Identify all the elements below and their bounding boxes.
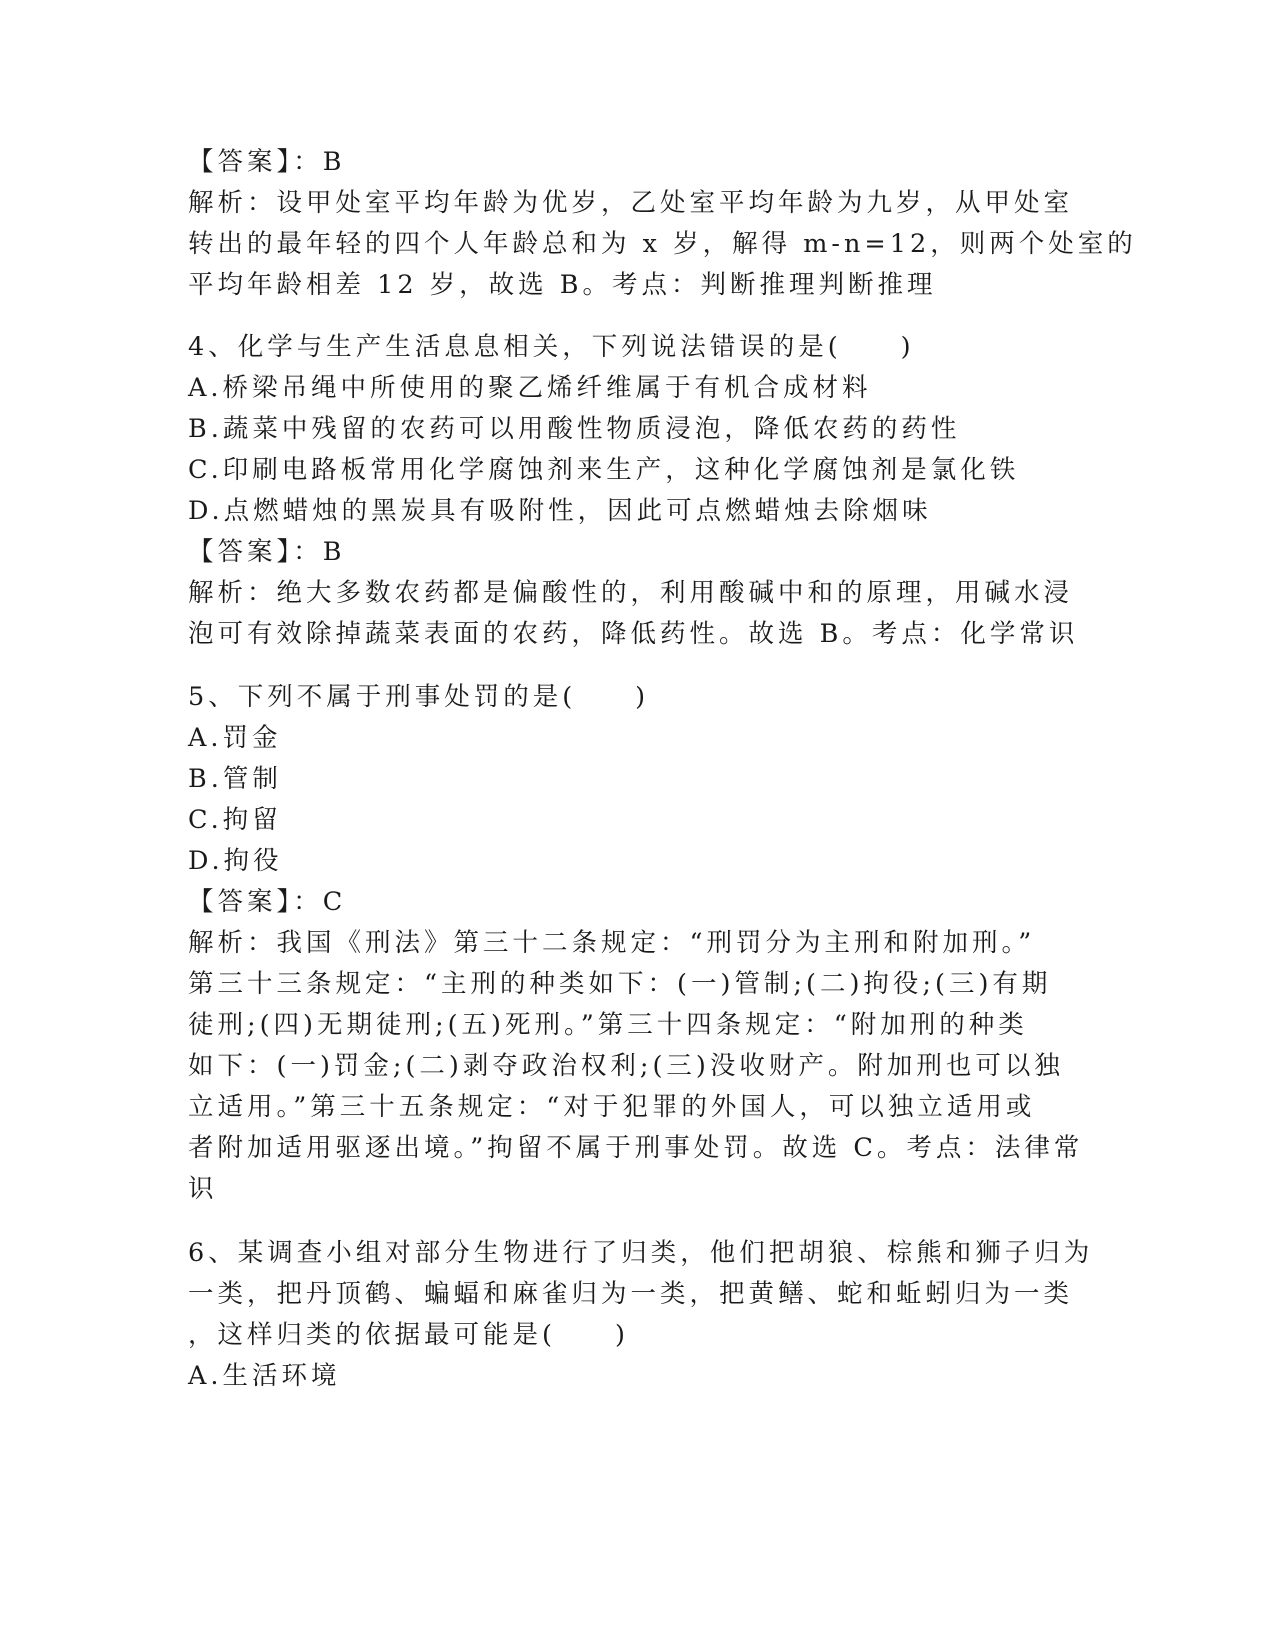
option-c: C.拘留 (188, 805, 282, 835)
explanation-line: 徒刑;(四)无期徒刑;(五)死刑。”第三十四条规定：“附加刑的种类 (188, 1010, 1028, 1040)
explanation-line: 第三十三条规定：“主刑的种类如下：(一)管制;(二)拘役;(三)有期 (188, 969, 1052, 999)
option-b: B.蔬菜中残留的农药可以用酸性物质浸泡，降低农药的药性 (188, 414, 961, 444)
option-d: D.拘役 (188, 846, 283, 876)
explanation-line: 者附加适用驱逐出境。”拘留不属于刑事处罚。故选 C。考点：法律常 (188, 1133, 1084, 1163)
explanation-line: 平均年龄相差 12 岁，故选 B。考点：判断推理判断推理 (188, 270, 937, 300)
question-stem: 一类，把丹顶鹤、蝙蝠和麻雀归为一类，把黄鳝、蛇和蚯蚓归为一类 (188, 1279, 1074, 1309)
answer-line: 【答案】：B (188, 537, 346, 567)
option-b: B.管制 (188, 764, 282, 794)
option-a: A.桥梁吊绳中所使用的聚乙烯纤维属于有机合成材料 (188, 373, 872, 403)
question-stem: 6、某调查小组对部分生物进行了归类，他们把胡狼、棕熊和狮子归为 (188, 1238, 1094, 1268)
option-a: A.罚金 (188, 723, 282, 753)
explanation-line: 转出的最年轻的四个人年龄总和为 x 岁，解得 m-n=12，则两个处室的 (188, 229, 1137, 259)
answer-line: 【答案】：C (188, 887, 347, 917)
question-stem: 5、下列不属于刑事处罚的是( ) (188, 682, 650, 712)
explanation-line: 泡可有效除掉蔬菜表面的农药，降低药性。故选 B。考点：化学常识 (188, 619, 1079, 649)
question-stem: 4、化学与生产生活息息相关，下列说法错误的是( ) (188, 332, 915, 362)
explanation-line: 解析：设甲处室平均年龄为优岁，乙处室平均年龄为九岁，从甲处室 (188, 188, 1074, 218)
explanation-line: 立适用。”第三十五条规定：“对于犯罪的外国人，可以独立适用或 (188, 1092, 1036, 1122)
question-stem: ，这样归类的依据最可能是( ) (188, 1320, 629, 1350)
option-a: A.生活环境 (188, 1361, 341, 1391)
answer-line: 【答案】：B (188, 147, 346, 177)
explanation-line: 如下：(一)罚金;(二)剥夺政治权利;(三)没收财产。附加刑也可以独 (188, 1051, 1064, 1081)
option-c: C.印刷电路板常用化学腐蚀剂来生产，这种化学腐蚀剂是氯化铁 (188, 455, 1020, 485)
explanation-line: 识 (188, 1174, 218, 1204)
explanation-line: 解析：绝大多数农药都是偏酸性的，利用酸碱中和的原理，用碱水浸 (188, 578, 1074, 608)
explanation-line: 解析：我国《刑法》第三十二条规定：“刑罚分为主刑和附加刑。” (188, 928, 1036, 958)
option-d: D.点燃蜡烛的黑炭具有吸附性，因此可点燃蜡烛去除烟味 (188, 496, 932, 526)
